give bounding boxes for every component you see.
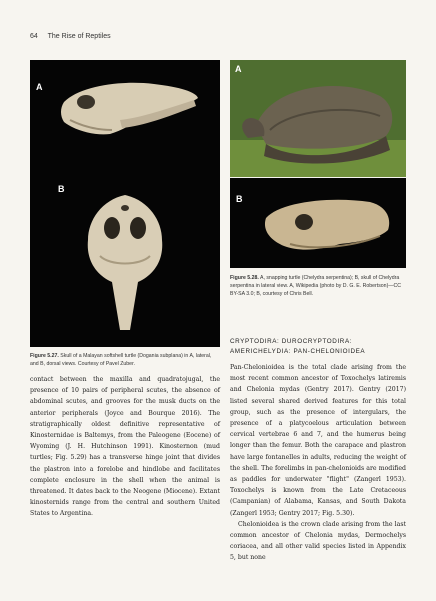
figure-5-28b-photo xyxy=(230,178,406,268)
snapping-turtle-image xyxy=(230,60,406,177)
right-column-paragraph-2: Chelonioidea is the crown clade arising from the last common ancestor of Chelonia mydas, Dermochelys coriacea, and all other valid species listed in Appendix 5, but none xyxy=(230,520,406,562)
figure-5-27-panel-a-label: A xyxy=(36,82,43,92)
figure-5-27-photo xyxy=(30,60,220,347)
figure-5-27-caption-label: Figure 5.27. xyxy=(30,353,59,359)
right-column-text xyxy=(230,362,406,564)
figure-5-28a-photo xyxy=(230,60,406,177)
page-number: 64 xyxy=(30,33,38,40)
figure-5-28-panel-b-label: B xyxy=(236,194,243,204)
section-heading-line-2: AMERICHELYDIA: PAN-CHELONIOIDEA xyxy=(230,348,366,355)
figure-5-27-panel-b-label: B xyxy=(58,184,65,194)
running-header xyxy=(30,33,111,40)
figure-5-28-caption xyxy=(230,274,406,298)
right-column-paragraph-1: Pan-Chelonioidea is the total clade arising from the most recent common ancestor of Toxochelys latiremis and Chelonia mydas (Gentry 2017). Gentry (2017) listed several shared derived features for this total group, such as the presence of intergulars, the presence of a platycoelous articulation between cervical vertebrae 6 and 7, and the humerus being longer than the femur. Both the carapace and plastron have large fontanelles in adults, reducing the weight of the shell. The forelimbs in pan-chelonioids are modified as paddles for underwater "flight" (Zangerl 1953). Toxochelys is known from the Late Cretaceous (Campanian) of Alabama, Kansas, and South Dakota (Zangerl 1953; Gentry 2017; Fig. 5.30). xyxy=(230,364,406,517)
left-column-text xyxy=(30,374,220,520)
left-column-paragraph: contact between the maxilla and quadratojugal, the presence of 10 pairs of peripheral scutes, the absence of abdominal scutes, and grooves for the musk ducts on the anterior peripherals (Joyce and Bourque 2016). The stratigraphically oldest definitive representative of Kinosternidae is Baltemys, from the Paleogene (Eocene) of Wyoming (J. H. Hutchinson 1991). Kinosternon (mud turtles; Fig. 5.29) has a transverse hinge joint that divides the plastron into a forelobe and hindlobe and facilitates complete enclosure in the shell when the animal is threatened. It dates back to the Neogene (Miocene). Extant kinosternids range from the central and southern United States to Argentina. xyxy=(30,376,220,518)
chelydra-skull-image xyxy=(230,178,406,268)
figure-5-28-caption-text: A, snapping turtle (Chelydra serpentina); B, skull of Chelydra serpentina in lateral view. A, Wikipedia (photo by D. G. E. Robertson)—CC BY-SA 3.0; B, courtesy of Chris Bell. xyxy=(230,275,401,297)
section-heading-line-1: CRYPTODIRA: DUROCRYPTODIRA: xyxy=(230,338,353,345)
figure-5-27-caption xyxy=(30,352,220,368)
softshell-skull-image xyxy=(30,60,220,347)
running-title: The Rise of Reptiles xyxy=(47,33,111,40)
figure-5-27-caption-text: Skull of a Malayan softshell turtle (Dogania subplana) in A, lateral, and B, dorsal views. Courtesy of Pavel Zuber. xyxy=(30,353,212,367)
figure-5-28-panel-a-label: A xyxy=(235,64,242,74)
figure-5-28-caption-label: Figure 5.28. xyxy=(230,275,259,281)
section-heading xyxy=(230,337,410,357)
